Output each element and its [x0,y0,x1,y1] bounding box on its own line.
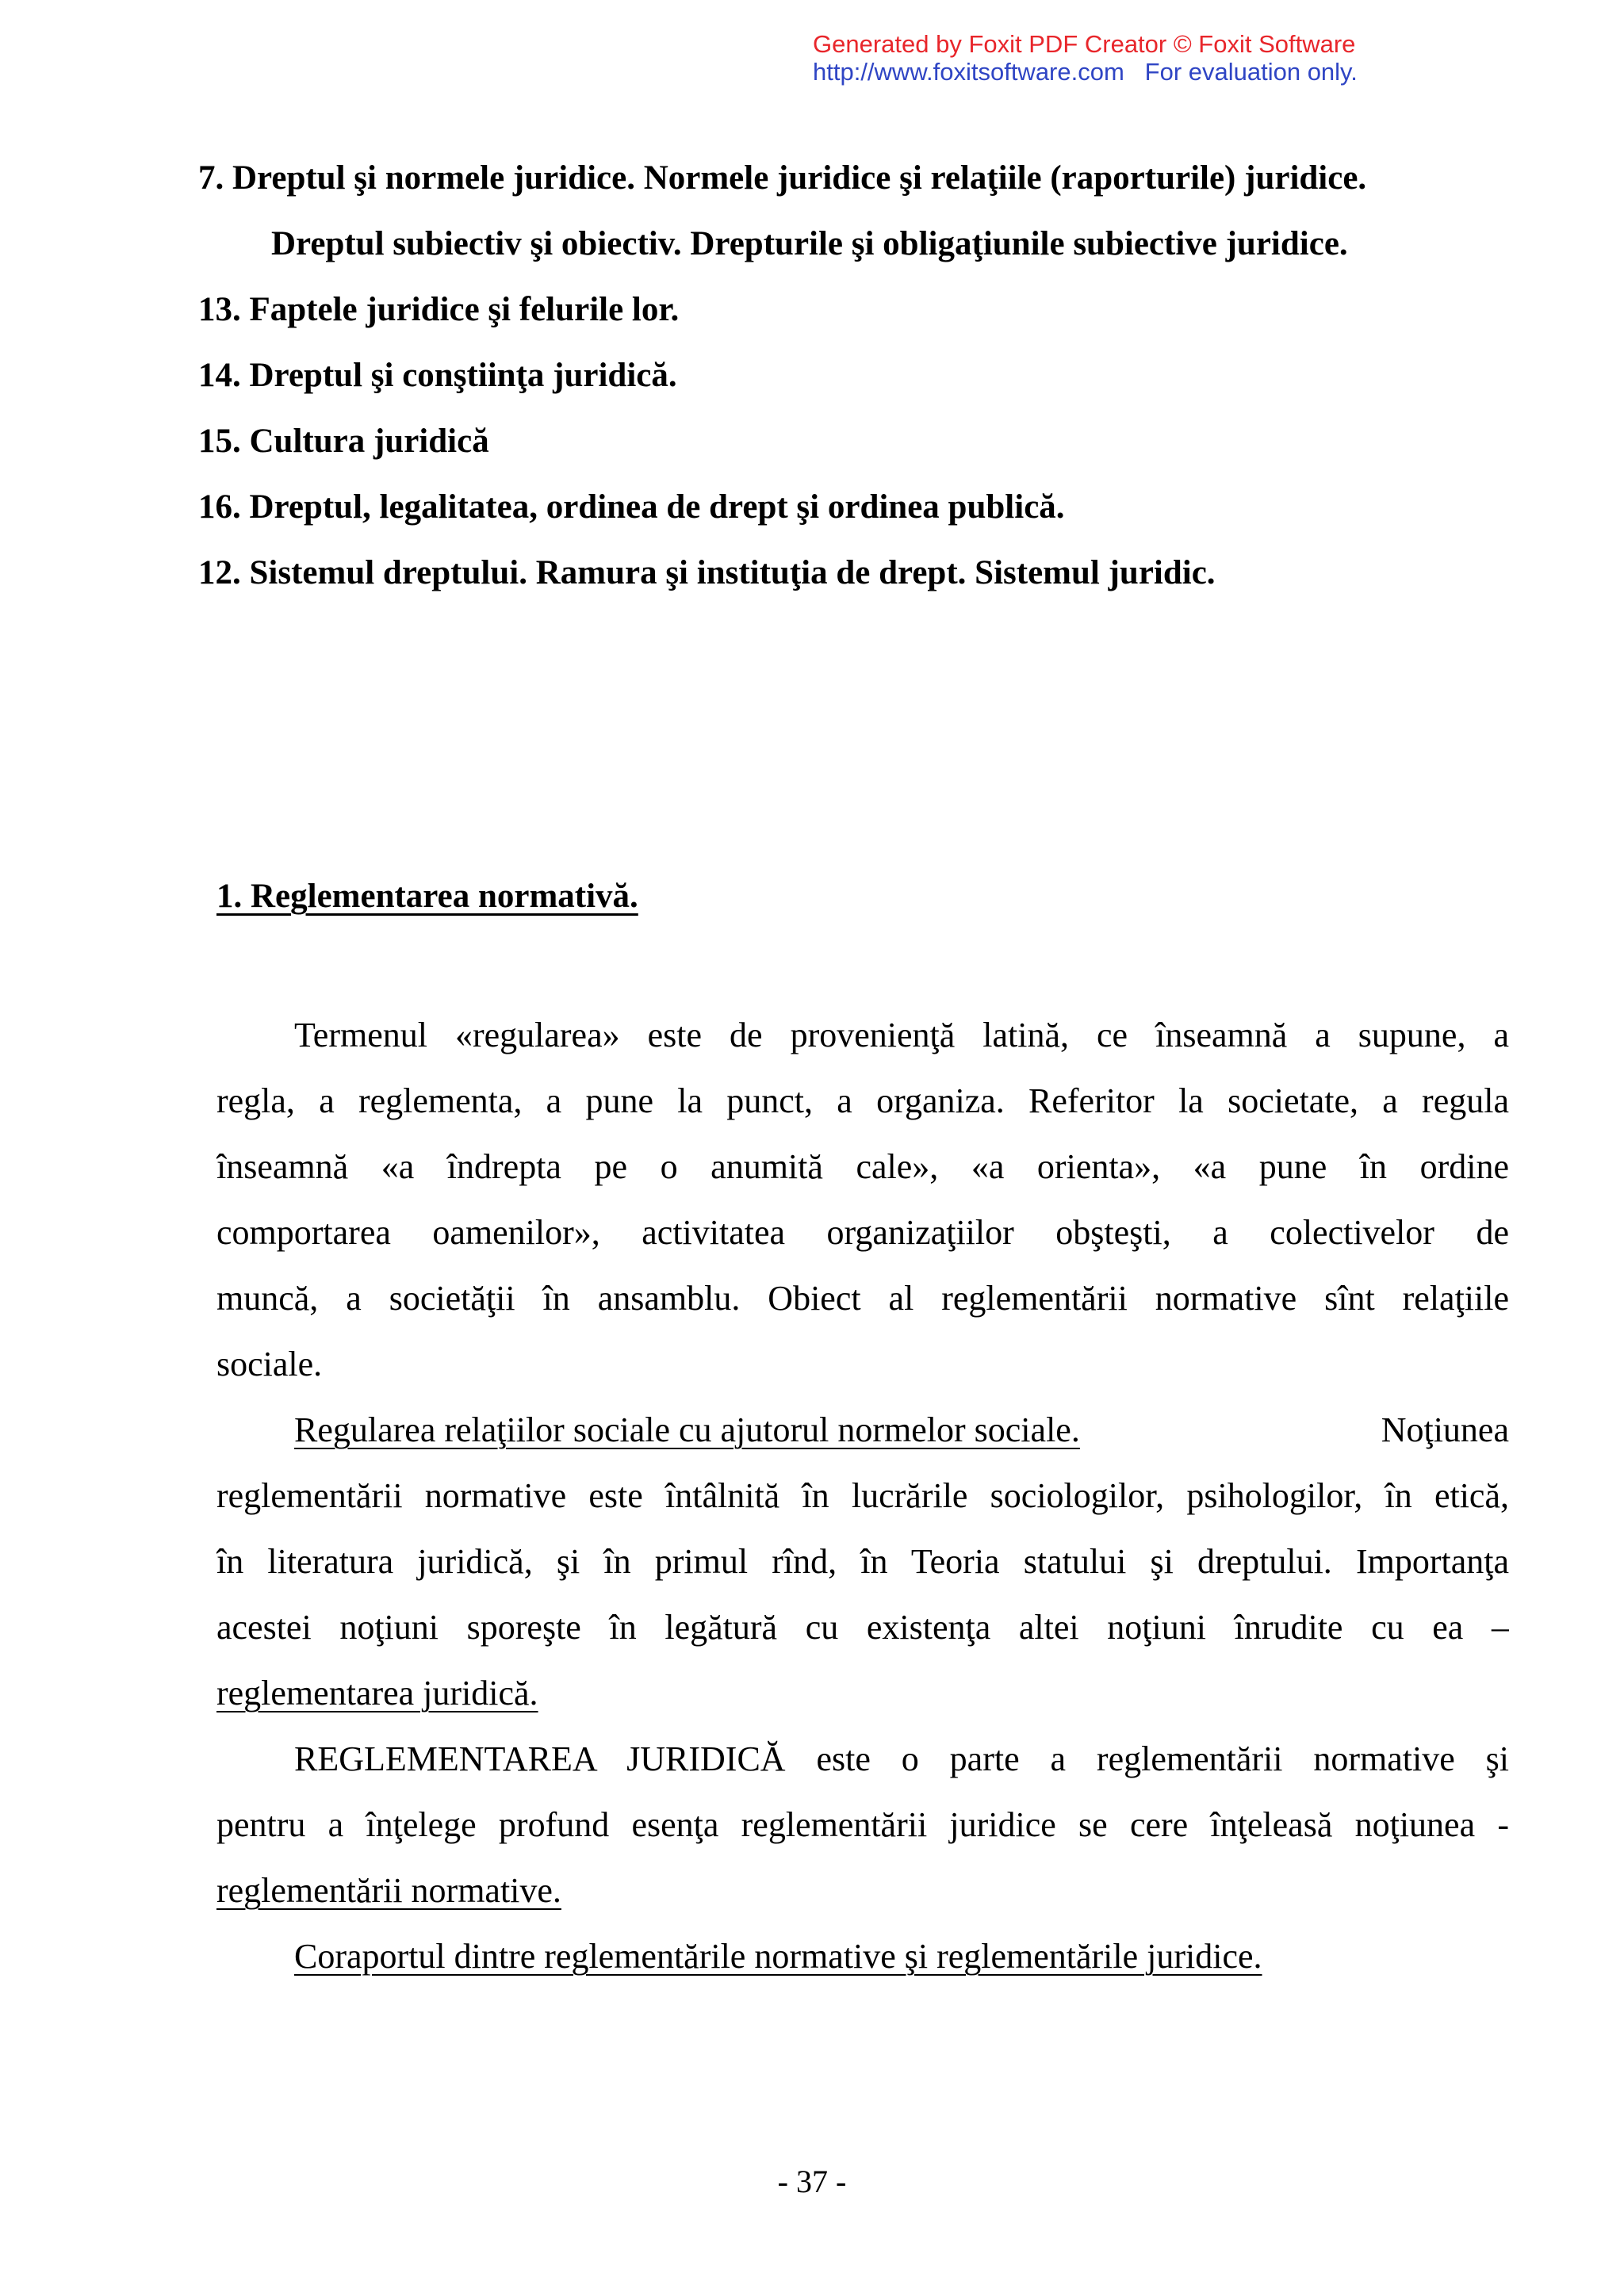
text-fragment: Noţiunea [1381,1410,1509,1449]
text-line: sociale. [216,1345,323,1383]
section-heading: 1. Reglementarea normativă. [216,878,638,915]
text-line [216,1923,1509,1989]
text-line: muncă, a societăţii în ansamblu. Obiect al reglementării normative sînt relaţiile [216,1279,1509,1318]
toc-item: 7. Dreptul şi normele juridice. Normele juridice şi relaţiile (raporturile) juridice. [198,159,1367,197]
paragraph-1 [216,1002,1509,1397]
text-line: pentru a înţelege profund esenţa reglementării juridice se cere înţeleasă noţiunea - [216,1805,1509,1844]
watermark-line-2: http://www.foxitsoftware.com For evaluation only. [813,58,1358,86]
text-line: în literatura juridică, şi în primul rînd, în Teoria statului şi dreptului. Importanţa [216,1542,1509,1581]
text-line: înseamnă «a îndrepta pe o anumită cale», «a orienta», «a pune în ordine [216,1147,1509,1186]
text-line: REGLEMENTAREA JURIDICĂ este o parte a reglementării normative şi [294,1739,1509,1778]
paragraph-3 [216,1726,1509,1923]
text-line [216,1397,1509,1463]
paragraph-4 [216,1923,1509,1989]
underlined-phrase: reglementării normative. [216,1871,561,1910]
body-text [216,1002,1509,1989]
toc-item: Dreptul subiectiv şi obiectiv. Drepturile şi obligaţiunile subiective juridice. [271,225,1348,262]
toc-item: 13. Faptele juridice şi felurile lor. [198,291,680,328]
toc-item: 14. Dreptul şi conştiinţa juridică. [198,357,677,394]
toc-item: 16. Dreptul, legalitatea, ordinea de drept şi ordinea publică. [198,488,1065,526]
text-line [216,1858,1509,1923]
foxit-watermark [813,30,1606,86]
underlined-phrase: Coraportul dintre reglementările normative şi reglementările juridice. [294,1937,1262,1976]
text-line: acestei noţiuni sporeşte în legătură cu existenţa altei noţiuni înrudite cu ea – [216,1608,1509,1647]
underlined-phrase: Regularea relaţiilor sociale cu ajutorul normelor sociale. [294,1410,1080,1449]
toc-item: 12. Sistemul dreptului. Ramura şi instituţia de drept. Sistemul juridic. [198,554,1216,591]
toc-item: 15. Cultura juridică [198,423,489,460]
text-line [216,1660,1509,1726]
page-number: - 37 - [777,2164,847,2199]
paragraph-2 [216,1397,1509,1726]
text-line: reglementării normative este întâlnită în lucrările sociologilor, psihologilor, în etică, [216,1476,1509,1515]
text-line: Termenul «regularea» este de provenienţă latină, ce înseamnă a supune, a [294,1016,1509,1054]
text-line: regla, a reglementa, a pune la punct, a organiza. Referitor la societate, a regula [216,1081,1509,1120]
watermark-line-1: Generated by Foxit PDF Creator © Foxit Software [813,30,1356,58]
underlined-phrase: reglementarea juridică. [216,1674,538,1712]
text-line: comportarea oamenilor», activitatea organizaţiilor obşteşti, a colectivelor de [216,1213,1509,1252]
table-of-contents [198,155,1515,615]
